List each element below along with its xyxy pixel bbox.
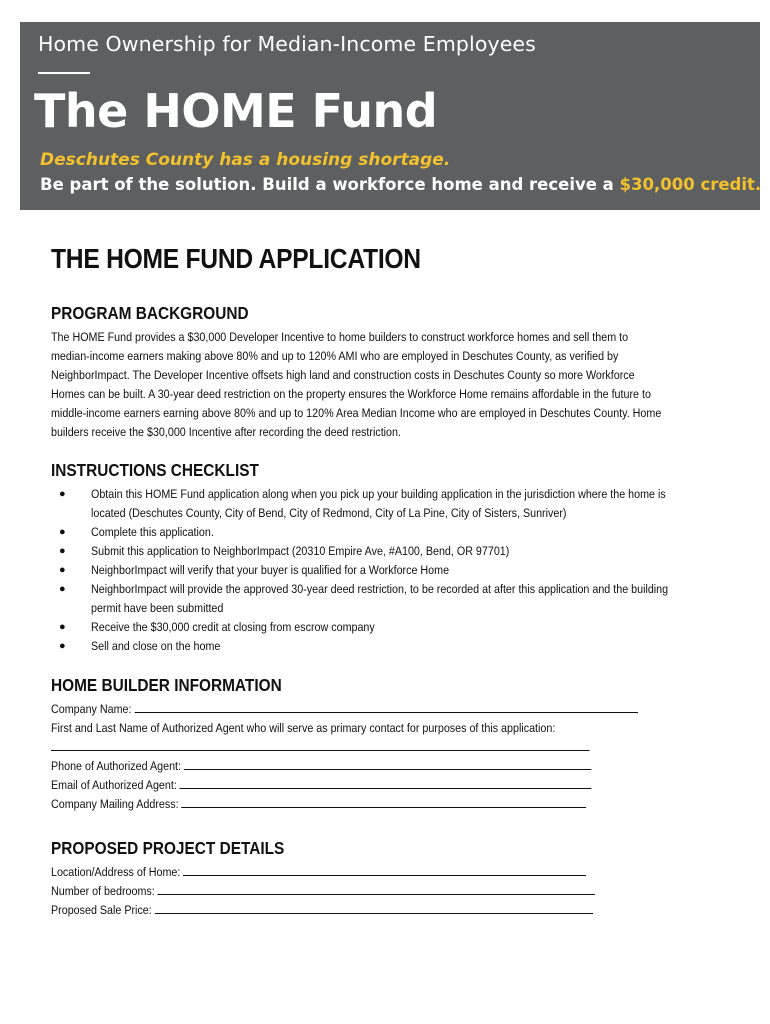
banner-divider [38, 72, 90, 74]
header-banner [20, 22, 760, 210]
document-header [51, 243, 691, 275]
banner-title: The HOME Fund [34, 84, 438, 138]
program-background-section [51, 303, 691, 442]
list-item [51, 485, 691, 523]
bullet-icon: ● [59, 564, 66, 576]
agent-phone-input-line[interactable] [184, 757, 591, 770]
agent-name-input-line[interactable] [51, 738, 590, 751]
banner-kicker: Home Ownership for Median-Income Employees [38, 32, 536, 56]
agent-email-field[interactable] [51, 776, 614, 795]
project-details-heading: PROPOSED PROJECT DETAILS [51, 838, 285, 858]
banner-tagline-solution [40, 175, 761, 194]
mailing-address-field[interactable] [51, 795, 614, 814]
mailing-address-input-line[interactable] [182, 795, 587, 808]
list-item [51, 523, 691, 542]
bullet-icon: ● [59, 526, 66, 538]
mailing-address-label: Company Mailing Address: [51, 797, 179, 811]
list-item [51, 561, 691, 580]
list-item-text: NeighborImpact will verify that your buyer is qualified for a Workforce Home [91, 563, 450, 577]
home-builder-heading: HOME BUILDER INFORMATION [51, 675, 282, 695]
list-item-text: Sell and close on the home [91, 639, 221, 653]
agent-name-label: First and Last Name of Authorized Agent who will serve as primary contact for purposes of this application: [51, 721, 556, 735]
location-input-line[interactable] [183, 863, 586, 876]
instructions-list [51, 485, 691, 656]
bullet-icon: ● [59, 545, 66, 557]
location-field[interactable] [51, 863, 614, 882]
list-item-text: Submit this application to NeighborImpact (20310 Empire Ave, #A100, Bend, OR 97701) [91, 544, 510, 558]
list-item-text: Obtain this HOME Fund application along when you pick up your building application in the jurisdiction where the home is located (Deschutes County, City of Bend, City of Redmond, City of La Pine, City of Sisters, Sunriver) [91, 487, 666, 520]
location-label: Location/Address of Home: [51, 865, 181, 879]
banner-tagline-shortage: Deschutes County has a housing shortage. [40, 150, 451, 170]
program-background-heading: PROGRAM BACKGROUND [51, 303, 249, 323]
bedrooms-label: Number of bedrooms: [51, 884, 155, 898]
bullet-icon: ● [59, 640, 66, 652]
banner-tagline-solution-text: Be part of the solution. Build a workforce home and receive a [40, 175, 620, 194]
bullet-icon: ● [59, 488, 66, 500]
home-builder-section [51, 675, 691, 814]
sale-price-field[interactable] [51, 901, 614, 920]
banner-credit-amount: $30,000 credit. [619, 175, 762, 194]
instructions-section [51, 460, 691, 656]
agent-name-input-row[interactable] [51, 738, 614, 757]
list-item-text: Receive the $30,000 credit at closing from escrow company [91, 620, 375, 634]
list-item [51, 618, 691, 637]
program-background-text: The HOME Fund provides a $30,000 Developer Incentive to home builders to construct workforce homes and sell them to median-income earners making above 80% and up to 120% AMI who are employed in Deschutes County, as verified by NeighborImpact. The Developer Incentive offsets high land and construction costs in Deschutes County so more Workforce Homes can be built. A 30-year deed restriction on the property ensures the Workforce Home remains affordable in the future to middle-income earners earning above 80% and up to 120% Area Median Income who are employed in Deschutes County. Home builders receive the $30,000 Incentive after recording the deed restriction. [51, 330, 662, 439]
sale-price-input-line[interactable] [155, 901, 593, 914]
bullet-icon: ● [59, 621, 66, 633]
bedrooms-field[interactable] [51, 882, 614, 901]
company-name-field[interactable] [51, 700, 614, 719]
instructions-heading: INSTRUCTIONS CHECKLIST [51, 460, 259, 480]
agent-phone-field[interactable] [51, 757, 614, 776]
agent-email-label: Email of Authorized Agent: [51, 778, 177, 792]
project-details-section [51, 838, 691, 920]
bullet-icon: ● [59, 583, 66, 595]
list-item-text: Complete this application. [91, 525, 214, 539]
sale-price-label: Proposed Sale Price: [51, 903, 152, 917]
agent-phone-label: Phone of Authorized Agent: [51, 759, 181, 773]
company-name-input-line[interactable] [134, 700, 637, 713]
list-item [51, 542, 691, 561]
agent-name-field [51, 719, 614, 738]
agent-email-input-line[interactable] [180, 776, 592, 789]
bedrooms-input-line[interactable] [158, 882, 595, 895]
list-item [51, 637, 691, 656]
company-name-label: Company Name: [51, 702, 132, 716]
list-item [51, 580, 691, 618]
document-title: THE HOME FUND APPLICATION [51, 243, 421, 274]
list-item-text: NeighborImpact will provide the approved 30-year deed restriction, to be recorded at after this application and the building permit have been submitted [91, 582, 669, 615]
